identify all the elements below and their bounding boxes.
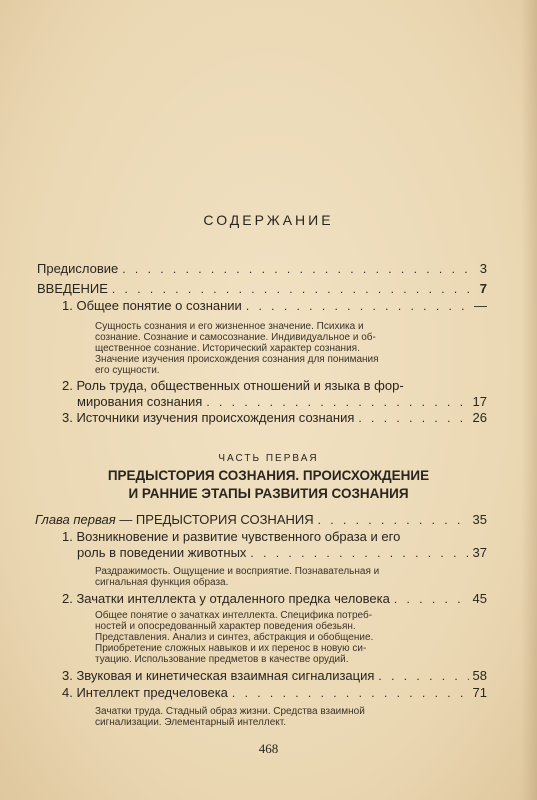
toc-entry-ch1-4-description	[95, 706, 365, 728]
toc-entry-preface	[37, 261, 487, 277]
leader-dots	[122, 261, 469, 277]
toc-entry-page: 17	[472, 394, 487, 409]
toc-entry-intro-1-description	[95, 321, 379, 376]
description-line: ностей и опосредованный характер поведения обезьян.	[95, 621, 356, 632]
toc-entry-page: 58	[472, 668, 487, 683]
leader-dots	[394, 591, 469, 607]
toc-entry-label	[35, 512, 314, 528]
toc-entry-ch1-2-description	[95, 610, 373, 665]
toc-entry-chapter-1	[35, 512, 487, 528]
toc-entry-page: 37	[472, 545, 487, 560]
page-number: 468	[258, 741, 279, 756]
toc-entry-page: 35	[472, 512, 487, 527]
toc-entry-page: —	[474, 298, 487, 313]
toc-entry-label: роль в поведении животных	[77, 545, 247, 560]
part-title-line: ПРЕДЫСТОРИЯ СОЗНАНИЯ. ПРОИСХОЖДЕНИЕ	[107, 468, 430, 483]
toc-entry-intro-3	[62, 410, 487, 426]
leader-dots	[232, 685, 469, 701]
toc-entry-label: Предисловие	[37, 261, 119, 276]
leader-dots	[112, 281, 469, 297]
toc-entry-label: 3. Источники изучения происхождения сознания	[62, 410, 355, 425]
description-line: щественное сознание. Исторический характер сознания.	[95, 343, 360, 354]
leader-dots	[318, 512, 469, 528]
description-line: Зачатки труда. Стадный образ жизни. Средства взаимной	[95, 706, 365, 717]
toc-entry-label: 1. Общее понятие о сознании	[62, 298, 242, 313]
part-title-line: И РАННИЕ ЭТАПЫ РАЗВИТИЯ СОЗНАНИЯ	[128, 486, 409, 501]
toc-entry-ch1-2	[62, 591, 487, 607]
part-title	[0, 467, 537, 503]
part-label: ЧАСТЬ ПЕРВАЯ	[218, 453, 319, 464]
toc-entry-label: 3. Звуковая и кинетическая взаимная сигнализация	[62, 668, 375, 683]
toc-entry-label: 2. Зачатки интеллекта у отдаленного предка человека	[62, 591, 390, 606]
chapter-title: — ПРЕДЫСТОРИЯ СОЗНАНИЯ	[115, 512, 314, 527]
toc-entry-intro-1	[62, 298, 487, 314]
description-line: Представления. Анализ и синтез, абстракция и обобщение.	[95, 632, 374, 643]
description-line: Приобретение сложных навыков и их перенос в новую си-	[95, 643, 367, 654]
toc-entry-page: 45	[472, 591, 487, 606]
leader-dots	[246, 298, 469, 314]
toc-entry-ch1-1	[77, 545, 487, 561]
toc-entry-intro-2	[77, 394, 487, 410]
toc-entry-page: 7	[479, 281, 487, 296]
toc-entry-page: 3	[479, 261, 487, 276]
toc-entry-page: 71	[472, 685, 487, 700]
toc-entry-intro	[37, 281, 487, 297]
chapter-prefix: Глава первая	[35, 512, 116, 527]
description-line: его сущности.	[95, 365, 160, 376]
description-line: Общее понятие о зачатках интеллекта. Специфика потреб-	[95, 610, 373, 621]
leader-dots	[378, 668, 468, 684]
leader-dots	[358, 410, 468, 426]
description-line: Раздражимость. Ощущение и восприятие. Познавательная и	[95, 566, 380, 577]
toc-title: СОДЕРЖАНИЕ	[203, 212, 334, 228]
toc-entry-ch1-3	[62, 668, 487, 684]
description-line: сознание. Сознание и самосознание. Индивидуальное и об-	[95, 332, 376, 343]
toc-entry-intro-2-line1: 2. Роль труда, общественных отношений и языка в фор-	[62, 378, 404, 393]
page-edge-shadow	[521, 0, 537, 800]
toc-entry-ch1-4	[62, 685, 487, 701]
toc-entry-page: 26	[472, 410, 487, 425]
leader-dots	[206, 394, 468, 410]
description-line: Сущность сознания и его жизненное значение. Психика и	[95, 321, 364, 332]
description-line: сигнализации. Элементарный интеллект.	[95, 717, 286, 728]
description-line: туацию. Использование предметов в качестве орудий.	[95, 654, 349, 665]
toc-entry-label: 4. Интеллект предчеловека	[62, 685, 228, 700]
toc-entry-ch1-1-description	[95, 566, 379, 588]
toc-entry-label: ВВЕДЕНИЕ	[37, 281, 108, 296]
description-line: Значение изучения происхождения сознания для понимания	[95, 354, 379, 365]
toc-entry-label: мирования сознания	[77, 394, 203, 409]
toc-entry-ch1-1-line1: 1. Возникновение и развитие чувственного образа и его	[62, 529, 401, 544]
leader-dots	[250, 545, 468, 561]
description-line: сигнальная функция образа.	[95, 577, 229, 588]
